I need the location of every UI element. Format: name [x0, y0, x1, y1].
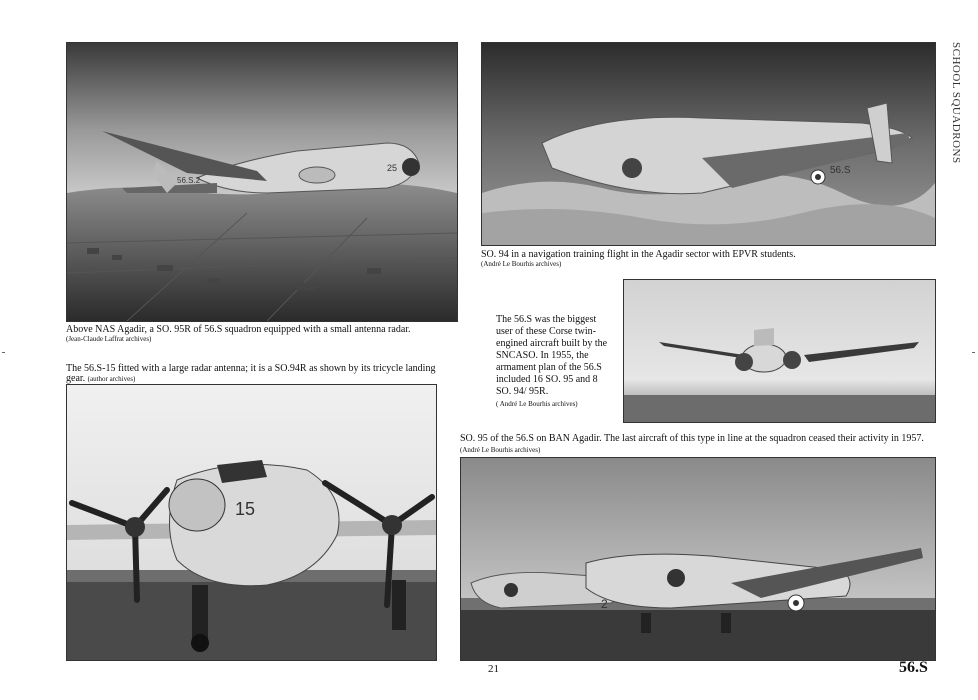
side-heading: SCHOOL SQUADRONS — [950, 42, 962, 164]
photo-so94-navigation-flight — [481, 42, 936, 246]
caption-text: SO. 94 in a navigation training flight in the Agadir sector with EPVR students. — [481, 249, 796, 260]
marking-number: 25 — [387, 163, 398, 173]
caption-credit: ( André Le Bourhis archives) — [496, 400, 578, 408]
caption-credit: (author archives) — [87, 375, 136, 383]
marking-code: 56.S.2 — [177, 176, 201, 185]
marking-number: 15 — [235, 499, 256, 519]
caption-text: The 56.S-15 fitted with a large radar antenna; it is a SO.94R as shown by its tricycle landing gear. — [66, 363, 436, 384]
caption-so95-ban-agadir — [460, 433, 934, 455]
caption-so94-navigation — [481, 249, 934, 269]
photo-56s-15-on-ground — [66, 384, 437, 661]
section-label: 56.S — [899, 659, 928, 676]
margin-tick — [2, 352, 5, 353]
photo-so95r-over-agadir — [66, 42, 458, 322]
aircraft-line-image — [461, 458, 935, 660]
head-on-aircraft-image — [624, 280, 935, 422]
photo-corse-head-on-flight — [623, 279, 936, 423]
caption-56s-15-radar — [66, 364, 438, 384]
photo-so95-line-ban-agadir — [460, 457, 936, 661]
caption-corse-users — [496, 314, 612, 409]
caption-text: Above NAS Agadir, a SO. 95R of 56.S squadron equipped with a small antenna radar. — [66, 324, 411, 335]
caption-so95r-agadir — [66, 324, 456, 344]
margin-tick — [972, 352, 975, 353]
caption-credit: (Jean-Claude Laffrat archives) — [66, 335, 152, 343]
aircraft-over-clouds-image — [482, 43, 935, 245]
ground-aircraft-front-image — [67, 385, 436, 660]
caption-credit: (André Le Bourhis archives) — [481, 260, 562, 268]
page-number: 21 — [488, 663, 499, 675]
marking-number: 2 — [601, 597, 608, 611]
caption-credit: (André Le Bourhis archives) — [460, 446, 541, 454]
caption-text: SO. 95 of the 56.S on BAN Agadir. The last aircraft of this type in line at the squadron ceased their activity in 1957. — [460, 433, 924, 444]
caption-text: The 56.S was the biggest user of these Corse twin-engined aircraft built by the SNCASO. In 1955, the armament plan of the 56.S included 16 SO. 95 and 8 SO. 94/ 95R. — [496, 314, 608, 397]
aerial-aircraft-image — [67, 43, 457, 321]
marking-squadron: 56.S — [830, 165, 851, 176]
